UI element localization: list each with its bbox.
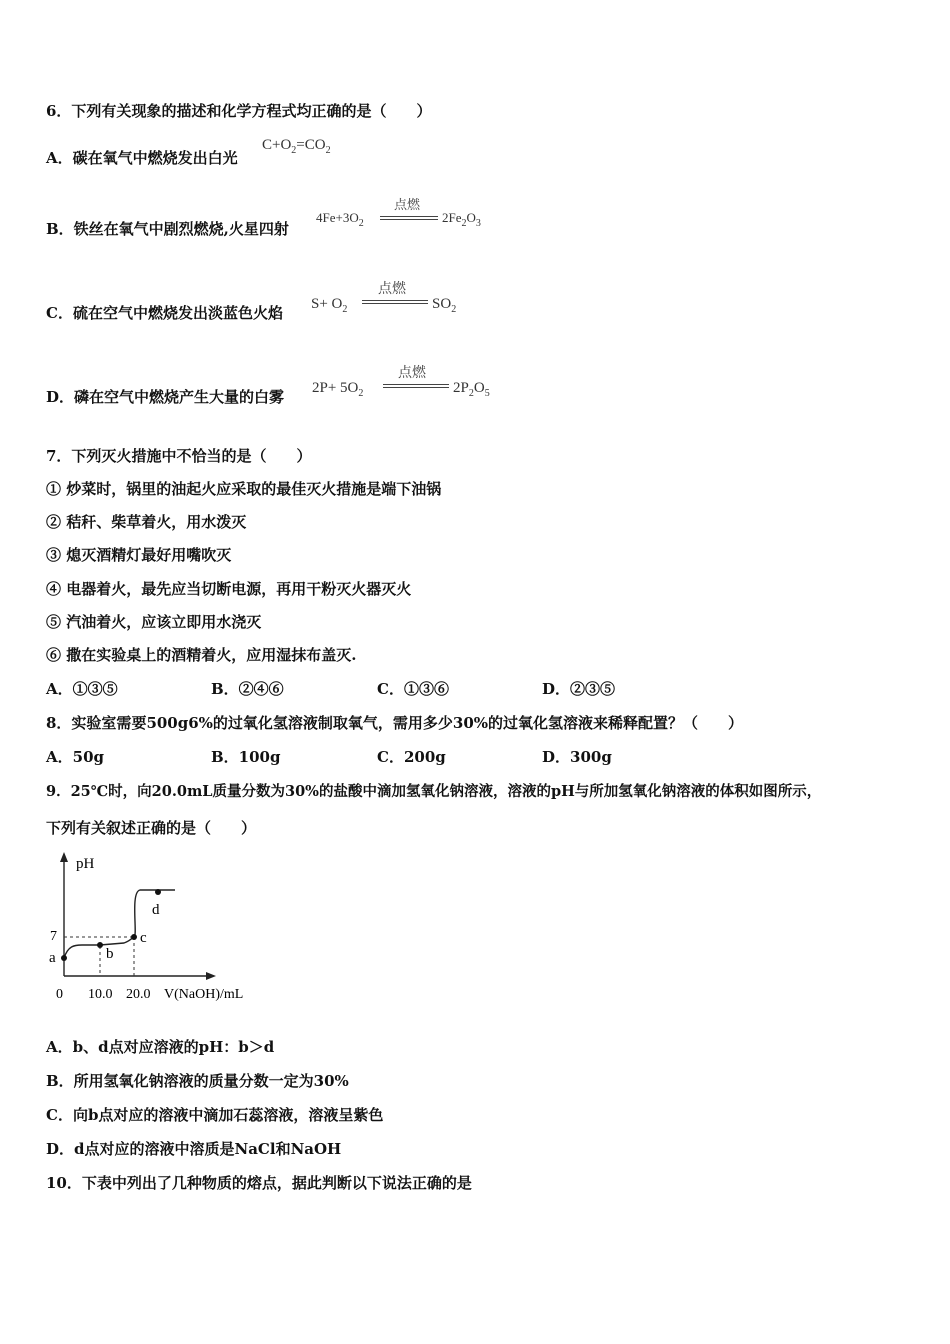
ph-curve — [64, 890, 175, 958]
q9-ph-chart — [40, 848, 280, 1008]
q7-item-5: ⑤ 汽油着火，应该立即用水浇灭 — [46, 613, 262, 631]
q7-item-3: ③ 熄灭酒精灯最好用嘴吹灭 — [46, 546, 232, 564]
q7-option-b: B．②④⑥ — [211, 680, 284, 698]
y-axis-arrow — [60, 852, 68, 862]
q6-option-c-label: C．硫在空气中燃烧发出淡蓝色火焰 — [46, 304, 283, 322]
q7-option-c: C．①③⑥ — [377, 680, 449, 698]
label-b: b — [106, 946, 114, 962]
q8-option-b: B．100g — [211, 748, 281, 766]
label-c: c — [140, 930, 147, 946]
q6-option-b-equation-right: $2Fe_2O_3$ — [442, 210, 481, 229]
x-tick-20: 20.0 — [126, 987, 151, 1002]
q6-option-a-label: A．碳在氧气中燃烧发出白光 — [46, 149, 238, 167]
label-a: a — [49, 950, 56, 966]
q9-option-b: B．所用氢氧化钠溶液的质量分数一定为30% — [46, 1072, 349, 1090]
q9-option-d: D．d点对应的溶液中溶质是NaCl和NaOH — [46, 1140, 342, 1158]
q6-option-c-arrow — [362, 300, 428, 304]
q10-stem: 10．下表中列出了几种物质的熔点，据此判断以下说法正确的是 — [46, 1174, 472, 1192]
q6-option-b-label: B．铁丝在氧气中剧烈燃烧,火星四射 — [46, 220, 289, 238]
x-tick-10: 10.0 — [88, 987, 113, 1002]
q9-option-c: C．向b点对应的溶液中滴加石蕊溶液，溶液呈紫色 — [46, 1106, 384, 1124]
q9-stem-line2: 下列有关叙述正确的是（ ） — [46, 819, 257, 837]
q6-option-c-condition: 点燃 — [378, 281, 406, 297]
q9-option-a: A．b、d点对应溶液的pH：b＞d — [46, 1038, 275, 1056]
q7-stem: 7．下列灭火措施中不恰当的是（ ） — [46, 447, 312, 465]
q6-option-c-equation-right: $SO_2$ — [432, 296, 457, 315]
y-axis-label: pH — [76, 856, 95, 872]
point-d — [155, 889, 161, 895]
q6-option-d-label: D．磷在空气中燃烧产生大量的白雾 — [46, 388, 285, 406]
q6-option-b-equation-left: $4Fe+3O_2$ — [316, 210, 364, 229]
label-d: d — [152, 902, 160, 918]
q8-option-c: C．200g — [377, 748, 446, 766]
q6-option-d-arrow — [383, 384, 449, 388]
q7-item-6: ⑥ 撒在实验桌上的酒精着火，应用湿抹布盖灭. — [46, 646, 357, 664]
q9-stem-line1: 9．25℃时，向20.0mL质量分数为30%的盐酸中滴加氢氧化钠溶液，溶液的pH与所加氢氧化钠溶液的体积如图所示， — [46, 783, 822, 800]
x-axis-arrow — [206, 972, 216, 980]
q7-option-a: A．①③⑤ — [46, 680, 118, 698]
x-tick-0: 0 — [56, 987, 63, 1002]
q6-option-c-equation-left: $S+ O_2$ — [311, 296, 348, 315]
q6-option-d-condition: 点燃 — [398, 365, 426, 381]
point-a — [61, 955, 67, 961]
y-tick-7: 7 — [50, 929, 57, 944]
q7-item-4: ④ 电器着火，最先应当切断电源，再用干粉灭火器灭火 — [46, 580, 412, 598]
q6-option-d-equation-left: $2P+ 5O_2$ — [312, 380, 364, 399]
q7-item-2: ② 秸秆、柴草着火，用水泼灭 — [46, 513, 247, 531]
q6-option-b-condition: 点燃 — [394, 198, 421, 213]
q8-option-a: A．50g — [46, 748, 105, 766]
q6-option-b-arrow — [380, 216, 438, 220]
q6-option-d-equation-right: $2P_2O_5$ — [453, 380, 490, 399]
q6-option-a-equation: $C+O_2=CO_2$ — [262, 137, 331, 156]
q8-option-d: D．300g — [542, 748, 612, 766]
q7-option-d: D．②③⑤ — [542, 680, 616, 698]
q7-item-1: ① 炒菜时，锅里的油起火应采取的最佳灭火措施是端下油锅 — [46, 480, 442, 498]
q6-stem: 6．下列有关现象的描述和化学方程式均正确的是（ ） — [46, 102, 432, 120]
x-axis-label: V(NaOH)/mL — [164, 987, 244, 1002]
point-c — [131, 934, 137, 940]
point-b — [97, 942, 103, 948]
q8-stem: 8．实验室需要500g6%的过氧化氢溶液制取氧气，需用多少30%的过氧化氢溶液来稀释配置？（ ） — [46, 714, 744, 732]
